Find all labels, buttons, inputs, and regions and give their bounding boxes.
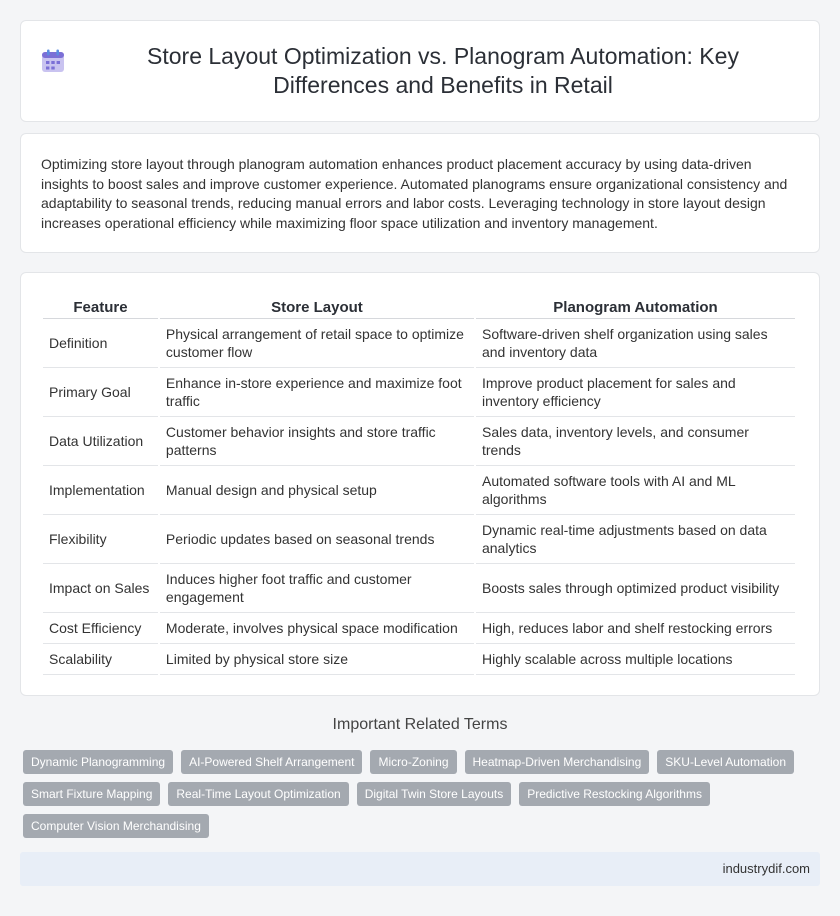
row-feature: Data Utilization (43, 417, 158, 466)
row-planogram: Improve product placement for sales and inventory efficiency (476, 368, 795, 417)
table-row (43, 644, 795, 675)
intro-card (20, 133, 820, 253)
footer (20, 852, 820, 886)
title-card (20, 20, 820, 122)
comparison-table (41, 295, 797, 675)
tag-heatmap-driven-merchandising[interactable]: Heatmap-Driven Merchandising (465, 750, 650, 774)
tag-sku-level-automation[interactable]: SKU-Level Automation (657, 750, 794, 774)
header-feature: Feature (43, 295, 158, 319)
row-planogram: Sales data, inventory levels, and consumer trends (476, 417, 795, 466)
tag-dynamic-planogramming[interactable]: Dynamic Planogramming (23, 750, 173, 774)
row-feature: Implementation (43, 466, 158, 515)
table-row (43, 515, 795, 564)
row-feature: Definition (43, 319, 158, 368)
tag-digital-twin-store-layouts[interactable]: Digital Twin Store Layouts (357, 782, 512, 806)
table-row (43, 613, 795, 644)
row-feature: Cost Efficiency (43, 613, 158, 644)
tag-micro-zoning[interactable]: Micro-Zoning (370, 750, 456, 774)
row-planogram: Boosts sales through optimized product visibility (476, 564, 795, 613)
intro-paragraph: Optimizing store layout through planogram automation enhances product placement accuracy by using data-driven insights to boost sales and improve customer experience. Automated planograms ensure organizational consistency and adaptability to seasonal trends, reducing manual errors and labor costs. Leveraging technology in store layout design increases operational efficiency while maximizing floor space utilization and inventory management. (41, 156, 788, 231)
table-header-row (43, 295, 795, 319)
title-wrap (40, 42, 800, 100)
tag-predictive-restocking-algorithms[interactable]: Predictive Restocking Algorithms (519, 782, 710, 806)
row-planogram: Dynamic real-time adjustments based on data analytics (476, 515, 795, 564)
row-store-layout: Moderate, involves physical space modification (160, 613, 474, 644)
related-terms-heading: Important Related Terms (332, 716, 508, 733)
row-planogram: Highly scalable across multiple locations (476, 644, 795, 675)
calendar-icon (40, 48, 66, 74)
row-planogram: Automated software tools with AI and ML algorithms (476, 466, 795, 515)
header-store-layout: Store Layout (160, 295, 474, 319)
tag-smart-fixture-mapping[interactable]: Smart Fixture Mapping (23, 782, 160, 806)
row-store-layout: Manual design and physical setup (160, 466, 474, 515)
row-store-layout: Limited by physical store size (160, 644, 474, 675)
related-terms-list (23, 750, 803, 846)
comparison-card (20, 272, 820, 696)
tag-computer-vision-merchandising[interactable]: Computer Vision Merchandising (23, 814, 209, 838)
row-feature: Flexibility (43, 515, 158, 564)
row-store-layout: Induces higher foot traffic and customer engagement (160, 564, 474, 613)
row-store-layout: Enhance in-store experience and maximize foot traffic (160, 368, 474, 417)
table-row (43, 417, 795, 466)
row-store-layout: Periodic updates based on seasonal trends (160, 515, 474, 564)
tag-real-time-layout-optimization[interactable]: Real-Time Layout Optimization (168, 782, 348, 806)
table-row (43, 564, 795, 613)
footer-site-link[interactable]: industrydif.com (722, 861, 810, 876)
row-store-layout: Physical arrangement of retail space to optimize customer flow (160, 319, 474, 368)
row-store-layout: Customer behavior insights and store traffic patterns (160, 417, 474, 466)
row-feature: Impact on Sales (43, 564, 158, 613)
table-row (43, 319, 795, 368)
page-title: Store Layout Optimization vs. Planogram Automation: Key Differences and Benefits in Retail (147, 43, 739, 98)
table-row (43, 368, 795, 417)
row-feature: Primary Goal (43, 368, 158, 417)
row-planogram: High, reduces labor and shelf restocking errors (476, 613, 795, 644)
header-planogram-automation: Planogram Automation (476, 295, 795, 319)
table-row (43, 466, 795, 515)
row-planogram: Software-driven shelf organization using sales and inventory data (476, 319, 795, 368)
row-feature: Scalability (43, 644, 158, 675)
tag-ai-powered-shelf-arrangement[interactable]: AI-Powered Shelf Arrangement (181, 750, 362, 774)
